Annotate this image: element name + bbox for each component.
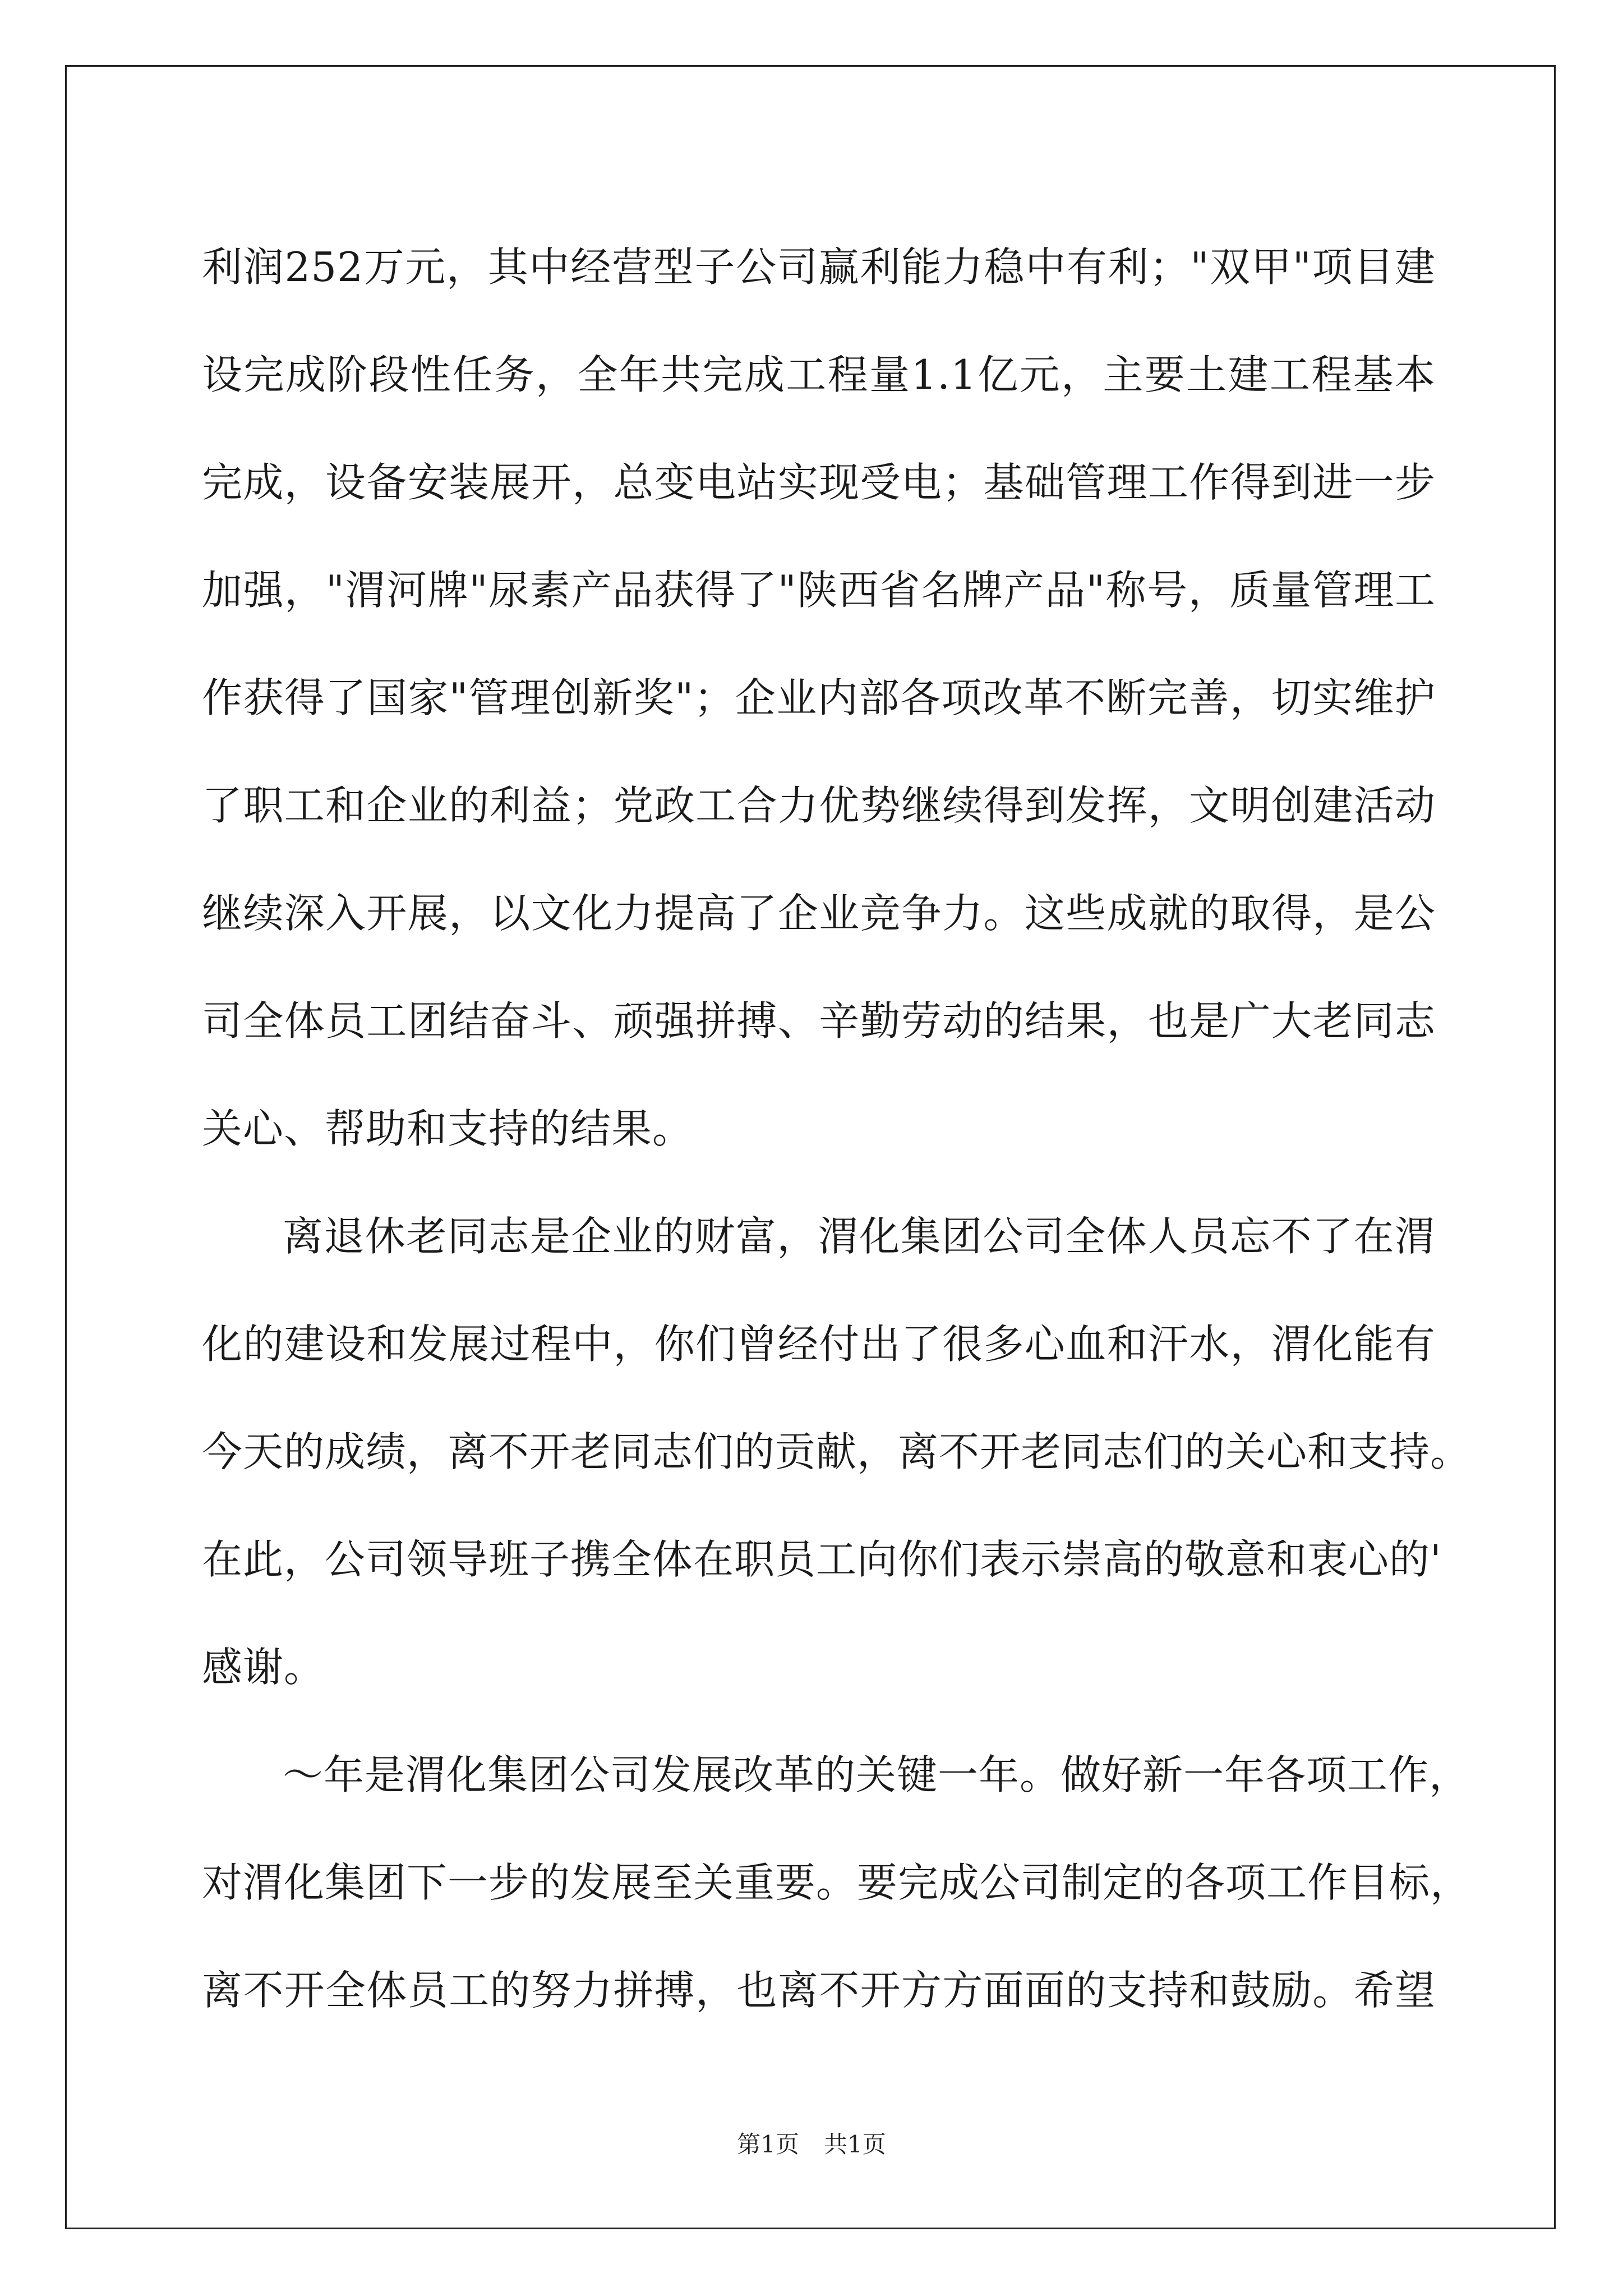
text-line: 司全体员工团结奋斗、顽强拼搏、辛勤劳动的结果，也是广大老同志 [202,997,1436,1045]
text-line: 在此，公司领导班子携全体在职员工向你们表示崇高的敬意和衷心的' [202,1536,1442,1583]
text-line: 利润252万元，其中经营型子公司赢利能力稳中有利；"双甲"项目建 [202,243,1436,291]
text-line: 离退休老同志是企业的财富，渭化集团公司全体人员忘不了在渭 [283,1213,1436,1260]
page-total: 共1页 [824,2131,886,2158]
text-line: 了职工和企业的利益；党政工合力优势继续得到发挥，文明创建活动 [202,782,1436,829]
text-line: 感谢。 [202,1644,325,1691]
text-line: 加强，"渭河牌"尿素产品获得了"陕西省名牌产品"称号，质量管理工 [202,567,1436,614]
page-footer [0,2126,1623,2160]
text-line: 设完成阶段性任务，全年共完成工程量1.1亿元，主要土建工程基本 [202,351,1436,398]
text-line: 完成，设备安装展开，总变电站实现受电；基础管理工作得到进一步 [202,459,1436,506]
text-line: 继续深入开展，以文化力提高了企业竞争力。这些成就的取得，是公 [202,890,1436,937]
text-line: 离不开全体员工的努力拼搏，也离不开方方面面的支持和鼓励。希望 [202,1967,1436,2014]
document-body [202,213,1472,2044]
text-line: 对渭化集团下一步的发展至关重要。要完成公司制定的各项工作目标， [202,1859,1472,1906]
text-line: 作获得了国家"管理创新奖"；企业内部各项改革不断完善，切实维护 [202,674,1436,721]
text-line: 今天的成绩，离不开老同志们的贡献，离不开老同志们的关心和支持。 [202,1428,1472,1475]
text-line: 化的建设和发展过程中，你们曾经付出了很多心血和汗水，渭化能有 [202,1320,1436,1368]
text-line: ～年是渭化集团公司发展改革的关键一年。做好新一年各项工作， [283,1751,1470,1798]
page-number: 第1页 [737,2131,799,2158]
text-line: 关心、帮助和支持的结果。 [202,1105,694,1152]
